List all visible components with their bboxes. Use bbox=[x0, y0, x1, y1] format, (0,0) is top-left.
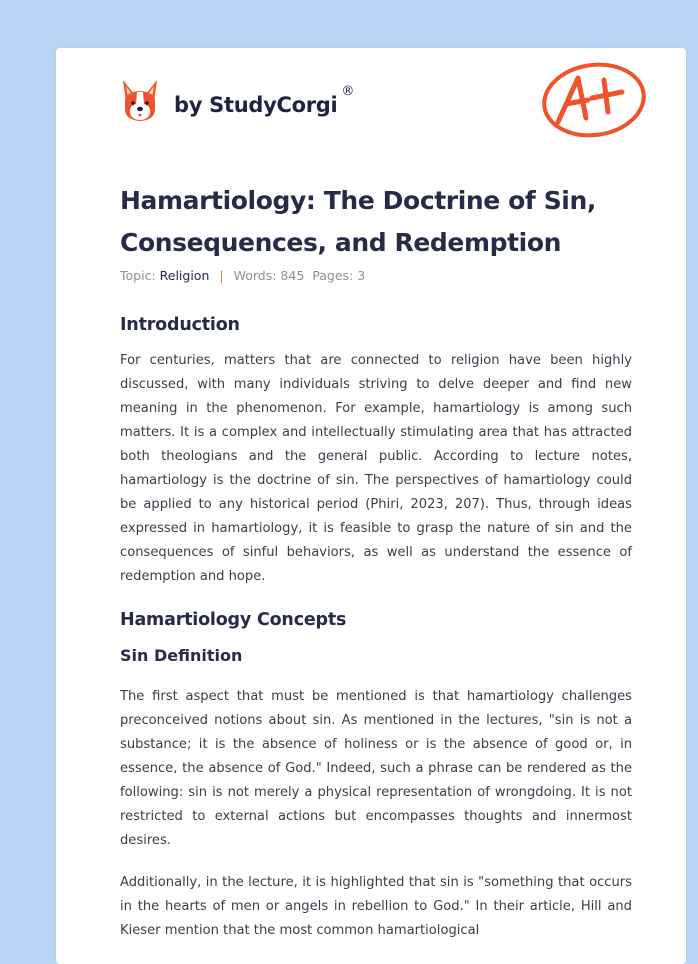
document-page bbox=[56, 48, 686, 964]
meta-separator: | bbox=[219, 268, 224, 283]
article-body bbox=[120, 310, 632, 943]
a-plus-grade-icon bbox=[536, 58, 648, 140]
brand-header[interactable] bbox=[120, 76, 354, 126]
registered-mark: ® bbox=[341, 83, 355, 99]
topic-label: Topic: bbox=[120, 268, 156, 283]
introduction-heading: Introduction bbox=[120, 315, 240, 335]
concepts-heading: Hamartiology Concepts bbox=[120, 610, 347, 630]
page-count: Pages: 3 bbox=[312, 268, 366, 283]
article-title: Hamartiology: The Doctrine of Sin, Consequences, and Redemption bbox=[120, 186, 596, 257]
sin-definition-heading: Sin Definition bbox=[120, 646, 243, 665]
corgi-icon bbox=[120, 78, 160, 124]
introduction-paragraph: For centuries, matters that are connected to religion have been highly discussed, with many individuals striving to delve deeper and find new meaning in the phenomenon. For example, hamartiology is among such matters. It is a complex and intellectually stimulating area that has attracted both theologians and the general public. According to lecture notes, hamartiology is the doctrine of sin. The perspectives of hamartiology could be applied to any historical period (Phiri, 2023, 207). Thus, through ideas expressed in hamartiology, it is feasible to grasp the nature of sin and the consequences of sinful behaviors, as well as understand the essence of redemption and hope. bbox=[120, 353, 632, 584]
word-count: Words: 845 bbox=[233, 268, 305, 283]
article-meta bbox=[120, 268, 365, 283]
topic-link[interactable]: Religion bbox=[159, 268, 210, 283]
sin-definition-paragraph-2: Additionally, in the lecture, it is highlighted that sin is "something that occurs in the hearts of men or angels in rebellion to God." In their article, Hill and Kieser mention that the most common hamartiological bbox=[120, 875, 632, 938]
brand-name: by StudyCorgi bbox=[174, 93, 338, 117]
sin-definition-paragraph-1: The first aspect that must be mentioned is that hamartiology challenges preconceived notions about sin. As mentioned in the lectures, "sin is not a substance; it is the absence of holiness or is the absence of good or, in essence, the absence of God." Indeed, such a phrase can be rendered as the following: sin is not merely a physical representation of wrongdoing. It is not restricted to external actions but encompasses thoughts and innermost desires. bbox=[120, 689, 632, 848]
